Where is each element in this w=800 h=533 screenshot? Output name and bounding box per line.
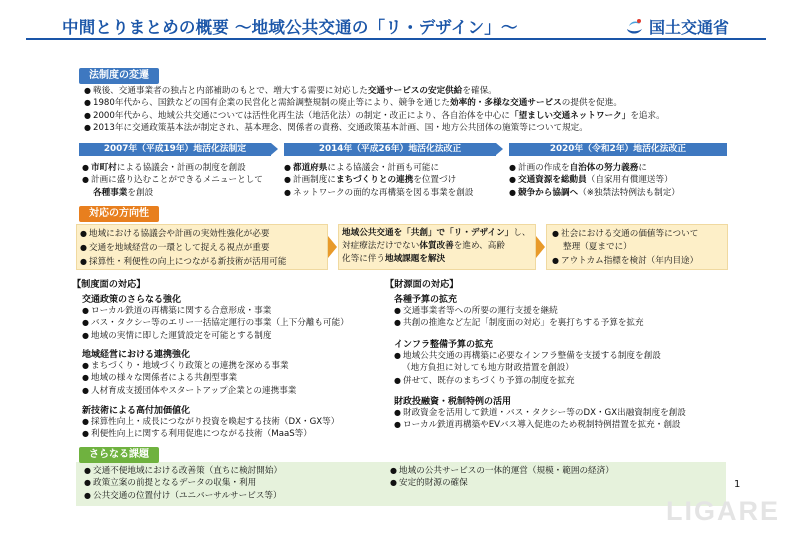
- fiscal-response-heading: 【財源面の対応】: [385, 279, 459, 290]
- list-item: ● 利便性向上に関する利用促進につながる技術（MaaS等）: [82, 428, 339, 440]
- list-item: ● バス・タクシー等のエリー一括協定運行の事業（上下分離も可能）: [82, 317, 349, 329]
- group-title: 各種予算の拡充: [394, 295, 458, 305]
- list-item: ● 市町村による協議会・計画の制度を創設: [82, 162, 263, 174]
- era-arrow: [271, 143, 278, 155]
- list-item: ● 地域における協議会や計画の実効性強化が必要: [80, 227, 286, 241]
- further-issues-left-list: [84, 465, 282, 502]
- text-line: 対症療法だけでない体質改善を進め、高齢: [342, 241, 505, 251]
- legal-history-list: [84, 85, 665, 134]
- page-title: 中間とりまとめの概要 ～地域公共交通の「リ・デザイン」～: [62, 18, 518, 37]
- list-item: ● 共創の推進など左記「制度面の対応」を裏打ちする予算を拡充: [394, 317, 644, 329]
- direction-arrow: [328, 236, 337, 258]
- list-item: ● 1980年代から、国鉄などの国有企業の民営化と需給調整規制の廃止等により、競争を通じた効率的・多様な交通サービスの提供を促進。: [84, 97, 665, 109]
- direction-issues-list: [80, 227, 286, 269]
- fiscal-group-2-list: [394, 350, 661, 387]
- list-item: ● まちづくり・地域づくり政策との連携を深める事業: [82, 360, 296, 372]
- list-item-continuation: 整理（夏までに）: [563, 242, 632, 252]
- list-item: ● 交通不便地域における改善策（直ちに検討開始）: [84, 465, 282, 477]
- text-line: 化等に伴う地域課題を解決: [342, 254, 446, 264]
- list-item: ● 政策立案の前提となるデータの収集・利用: [84, 477, 282, 489]
- list-item: ● ローカル鉄道再構築やEVバス導入促進のため税制特例措置を拡充・創設: [394, 419, 686, 431]
- list-item: ● 戦後、交通事業者の独占と内部補助のもとで、増大する需要に対応した交通サービスの安定供給を確保。: [84, 85, 665, 97]
- list-item: ● 地域の公共サービスの一体的運営（規模・範囲の経済）: [390, 465, 614, 477]
- era-2014-label: 2014年（平成26年）地活化法改正: [284, 143, 496, 156]
- section-label-further-issues: さらなる課題: [79, 447, 159, 463]
- section-label-direction: 対応の方向性: [79, 206, 159, 222]
- group-title: 地域経営における連携強化: [82, 350, 191, 360]
- list-item: ● 地域の様々な関係者による共創型事業: [82, 372, 296, 384]
- list-item: ● 地域公共交通の再構築に必要なインフラ整備を支援する制度を創設: [394, 350, 661, 362]
- list-item: ● 競争から協調へ（※独禁法特例法も制定）: [509, 187, 680, 199]
- list-item: ● 交通を地域経営の一環として捉える視点が重要: [80, 241, 286, 255]
- mlit-logo-icon: [624, 17, 644, 37]
- group-title: 交通政策のさらなる強化: [82, 295, 182, 305]
- era-2007-list: [82, 162, 263, 199]
- list-item: ● アウトカム指標を検討（年内目途）: [552, 254, 698, 268]
- direction-policy-text: [342, 227, 530, 266]
- fiscal-group-1-list: [394, 305, 644, 330]
- list-item: ● 交通事業者等への所要の運行支援を継続: [394, 305, 644, 317]
- list-item: ● 2013年に交通政策基本法が制定され、基本理念、関係者の責務、交通政策基本計画、国・地方公共団体の施策等について規定。: [84, 122, 665, 134]
- fiscal-group-3-list: [394, 407, 686, 432]
- list-item: ● 併せて、既存のまちづくり予算の制度を拡充: [394, 375, 661, 387]
- institutional-group-2-list: [82, 360, 296, 397]
- list-item: ● 採算性向上・成長につながり投資を喚起する技術（DX・GX等）: [82, 416, 339, 428]
- further-issues-right-list: [390, 465, 614, 490]
- list-item: ● 安定的財源の確保: [390, 477, 614, 489]
- direction-value-list: [552, 227, 698, 268]
- list-item-continuation: （地方負担に対しても地方財政措置を創設）: [402, 363, 574, 374]
- direction-arrow: [536, 236, 545, 258]
- list-item: ● 人材育成支援団体やスタートアップ企業との連携事業: [82, 385, 296, 397]
- list-item: ● 2000年代から、地域公共交通については活性化再生法（地活化法）の制定・改正により、各自治体を中心に「望ましい交通ネットワーク」を追求。: [84, 110, 665, 122]
- ministry-logo: [624, 15, 729, 38]
- watermark: LIGARE: [666, 496, 781, 526]
- list-item: ● 交通資源を総動員（自家用有償運送等）: [509, 174, 680, 186]
- list-item: ● 地域の実情に即した運賃設定を可能とする制度: [82, 330, 349, 342]
- ministry-name: 国土交通省: [649, 18, 730, 37]
- list-item: ● 社会における交通の価値等について: [552, 227, 698, 241]
- list-item: ● 公共交通の位置付け（ユニバーサルサービス等）: [84, 490, 282, 502]
- list-item: ● ネットワークの面的な再構築を図る事業を創設: [284, 187, 473, 199]
- institutional-group-1-list: [82, 305, 349, 342]
- era-2020-label: 2020年（令和2年）地活化法改正: [509, 143, 727, 156]
- era-2007-label: 2007年（平成19年）地活化法制定: [79, 143, 271, 156]
- text-line: 地域公共交通を「共創」で「リ・デザイン」し、: [342, 228, 531, 238]
- institutional-group-3-list: [82, 416, 339, 441]
- era-2020-list: [509, 162, 680, 199]
- list-item: ● 計画に盛り込むことができるメニューとして: [82, 174, 263, 186]
- list-item: ● 財政資金を活用して鉄道・バス・タクシー等のDX・GX出融資制度を創設: [394, 407, 686, 419]
- group-title: 財政投融資・税制特例の活用: [394, 397, 512, 407]
- list-item-continuation: 各種事業を創設: [93, 187, 154, 198]
- title-underline: [26, 38, 766, 40]
- page-number: 1: [734, 479, 741, 490]
- list-item: ● 計画の作成を自治体の努力義務に: [509, 162, 680, 174]
- era-arrow: [496, 143, 503, 155]
- list-item: ● ローカル鉄道の再構築に関する合意形成・事業: [82, 305, 349, 317]
- list-item: ● 採算性・利便性の向上につながる新技術が活用可能: [80, 255, 286, 269]
- section-label-legal-history: 法制度の変遷: [79, 68, 159, 84]
- era-2014-list: [284, 162, 473, 199]
- list-item: ● 計画制度にまちづくりとの連携を位置づけ: [284, 174, 473, 186]
- group-title: 新技術による高付加価値化: [82, 406, 191, 416]
- institutional-response-heading: 【制度面の対応】: [72, 279, 146, 290]
- list-item: ● 都道府県による協議会・計画も可能に: [284, 162, 473, 174]
- group-title: インフラ整備予算の拡充: [394, 340, 494, 350]
